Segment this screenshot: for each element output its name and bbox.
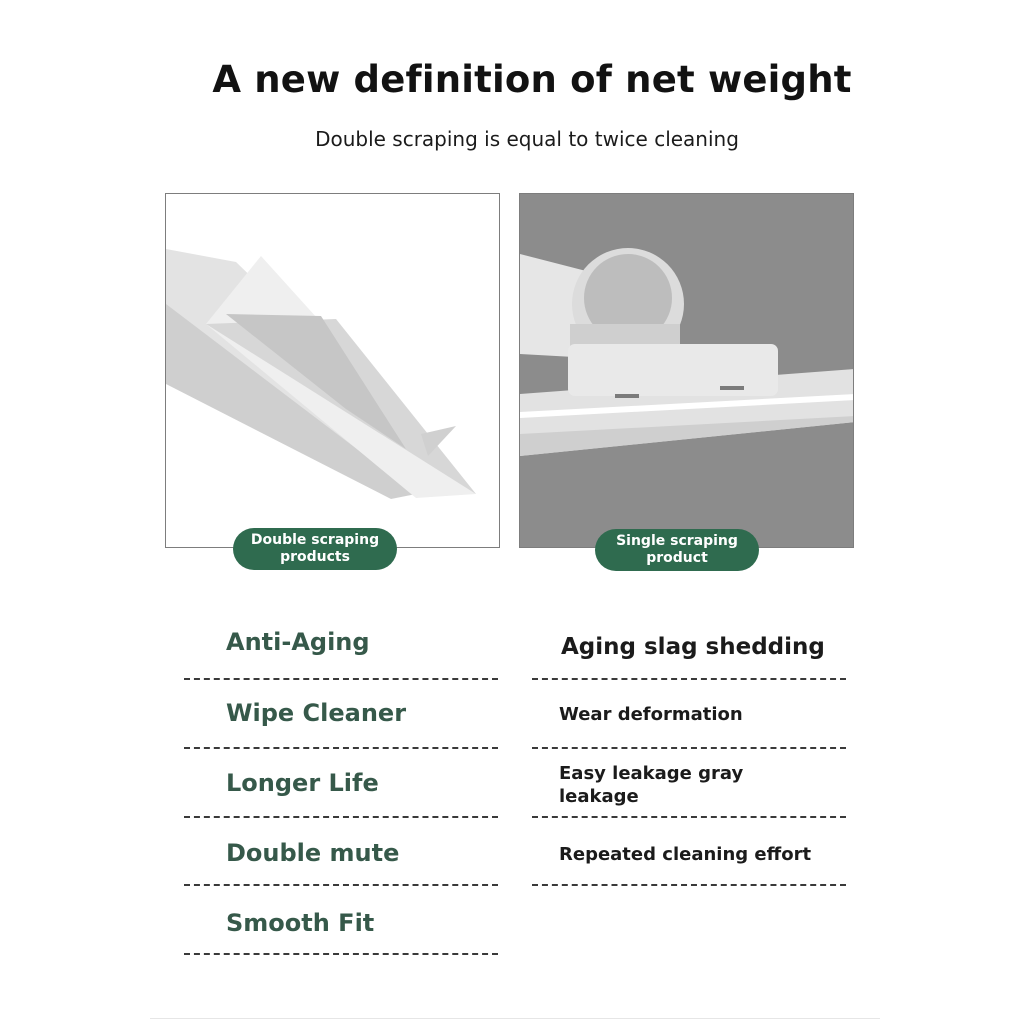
feature-wipe-cleaner: Wipe Cleaner bbox=[226, 699, 407, 727]
drawback-leakage: Easy leakage gray leakage bbox=[559, 763, 744, 807]
page-title: A new definition of net weight bbox=[212, 58, 852, 101]
divider bbox=[532, 884, 846, 886]
divider bbox=[532, 678, 846, 680]
page-subtitle: Double scraping is equal to twice cleaning bbox=[315, 127, 739, 151]
feature-smooth-fit: Smooth Fit bbox=[226, 909, 375, 937]
divider bbox=[184, 747, 498, 749]
divider bbox=[184, 953, 498, 955]
single-scraping-badge-label: Single scraping product bbox=[616, 533, 738, 566]
drawback-wear-deformation: Wear deformation bbox=[559, 704, 743, 725]
single-scraping-photo bbox=[519, 193, 854, 548]
feature-double-mute: Double mute bbox=[226, 839, 400, 867]
double-scraping-photo bbox=[165, 193, 500, 548]
feature-longer-life: Longer Life bbox=[226, 769, 379, 797]
drawback-aging-slag: Aging slag shedding bbox=[561, 634, 825, 660]
double-scraping-badge bbox=[233, 528, 397, 570]
divider bbox=[184, 816, 498, 818]
feature-anti-aging: Anti-Aging bbox=[226, 628, 370, 656]
single-scraping-badge bbox=[595, 529, 759, 571]
divider bbox=[184, 884, 498, 886]
drawback-repeated-cleaning: Repeated cleaning effort bbox=[559, 844, 812, 865]
divider bbox=[532, 747, 846, 749]
bottom-divider bbox=[150, 1018, 880, 1019]
divider bbox=[532, 816, 846, 818]
double-scraping-badge-label: Double scraping products bbox=[250, 532, 380, 565]
divider bbox=[184, 678, 498, 680]
